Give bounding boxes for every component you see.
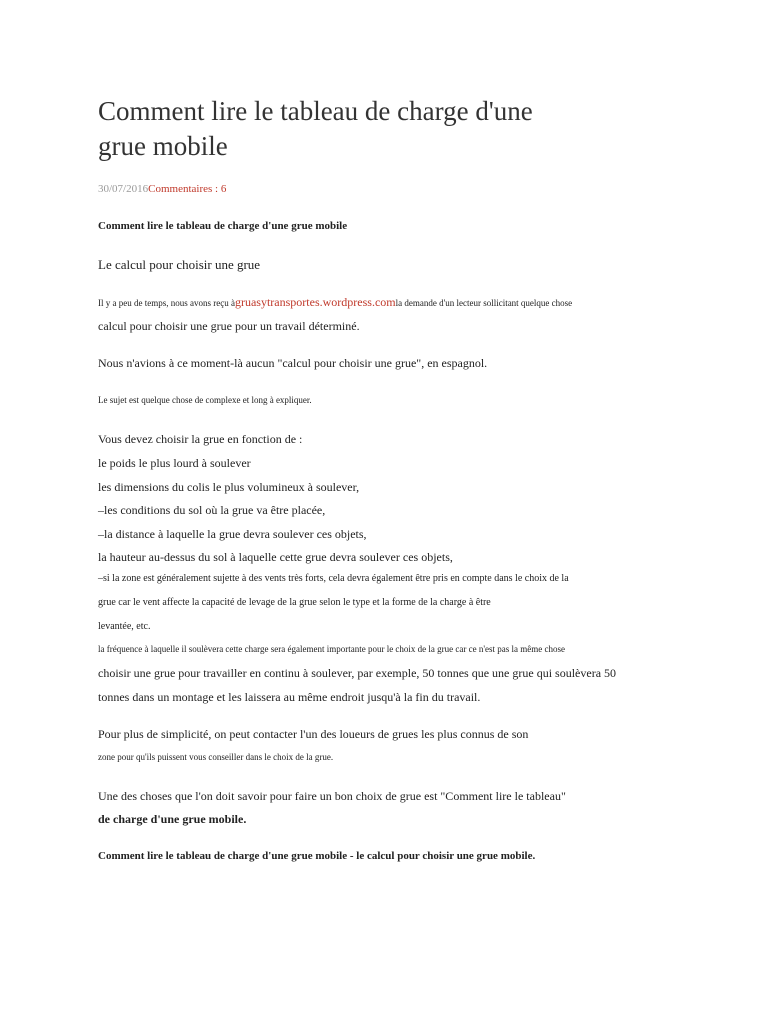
post-date: 30/07/2016	[98, 183, 149, 195]
paragraph-request-line2: calcul pour choisir une grue pour un travail déterminé.	[98, 319, 360, 333]
paragraph-no-calc: Nous n'avions à ce moment-là aucun "calcul pour choisir une grue", en espagnol.	[98, 356, 488, 370]
article-meta	[98, 183, 226, 196]
frequency-line2: choisir une grue pour travailler en continu à soulever, par exemple, 50 tonnes que une grue qui soulèvera 50	[98, 666, 617, 680]
list-item: –les conditions du sol où la grue va être placée,	[98, 503, 326, 517]
list-item: –la distance à laquelle la grue devra soulever ces objets,	[98, 527, 367, 541]
choice-line1: Une des choses que l'on doit savoir pour faire un bon choix de grue est "Comment lire le tableau"	[98, 789, 566, 803]
choice-line2: de charge d'une grue mobile.	[98, 812, 247, 826]
request-text-before: Il y a peu de temps, nous avons reçu à	[98, 298, 235, 308]
list-item: le poids le plus lourd à soulever	[98, 456, 251, 470]
frequency-line3: tonnes dans un montage et les laissera au même endroit jusqu'à la fin du travail.	[98, 690, 481, 704]
article-title-line1: Comment lire le tableau de charge d'une	[98, 96, 533, 126]
request-text-after: la demande d'un lecteur sollicitant quelque chose	[395, 298, 573, 308]
paragraph-complex: Le sujet est quelque chose de complexe et long à expliquer.	[98, 395, 312, 405]
final-bold-line: Comment lire le tableau de charge d'une grue mobile - le calcul pour choisir une grue mobile.	[98, 850, 536, 862]
wind-line2: grue car le vent affecte la capacité de levage de la grue selon le type et la forme de la charge à être	[98, 597, 491, 608]
frequency-line1: la fréquence à laquelle il soulèvera cette charge sera également importante pour le choix de la grue car ce n'est pas la même chose	[98, 644, 565, 654]
list-item: les dimensions du colis le plus volumineux à soulever,	[98, 480, 360, 494]
comments-link[interactable]: Commentaires : 6	[148, 183, 227, 195]
section-heading: Le calcul pour choisir une grue	[98, 257, 261, 272]
simplicity-line2: zone pour qu'ils puissent vous conseiller dans le choix de la grue.	[98, 752, 334, 762]
article-title-line2: grue mobile	[98, 131, 228, 161]
wind-line3: levantée, etc.	[98, 621, 151, 632]
source-link[interactable]: gruasytransportes.wordpress.com	[234, 295, 396, 309]
paragraph-request	[98, 295, 572, 309]
simplicity-line1: Pour plus de simplicité, on peut contacter l'un des loueurs de grues les plus connus de son	[98, 727, 529, 741]
list-item: la hauteur au-dessus du sol à laquelle cette grue devra soulever ces objets,	[98, 550, 453, 564]
wind-line1: –si la zone est généralement sujette à des vents très forts, cela devra également être pris en compte dans le choix de la	[98, 573, 569, 584]
list-intro: Vous devez choisir la grue en fonction de :	[98, 432, 303, 446]
subtitle-bold: Comment lire le tableau de charge d'une grue mobile	[98, 220, 348, 232]
